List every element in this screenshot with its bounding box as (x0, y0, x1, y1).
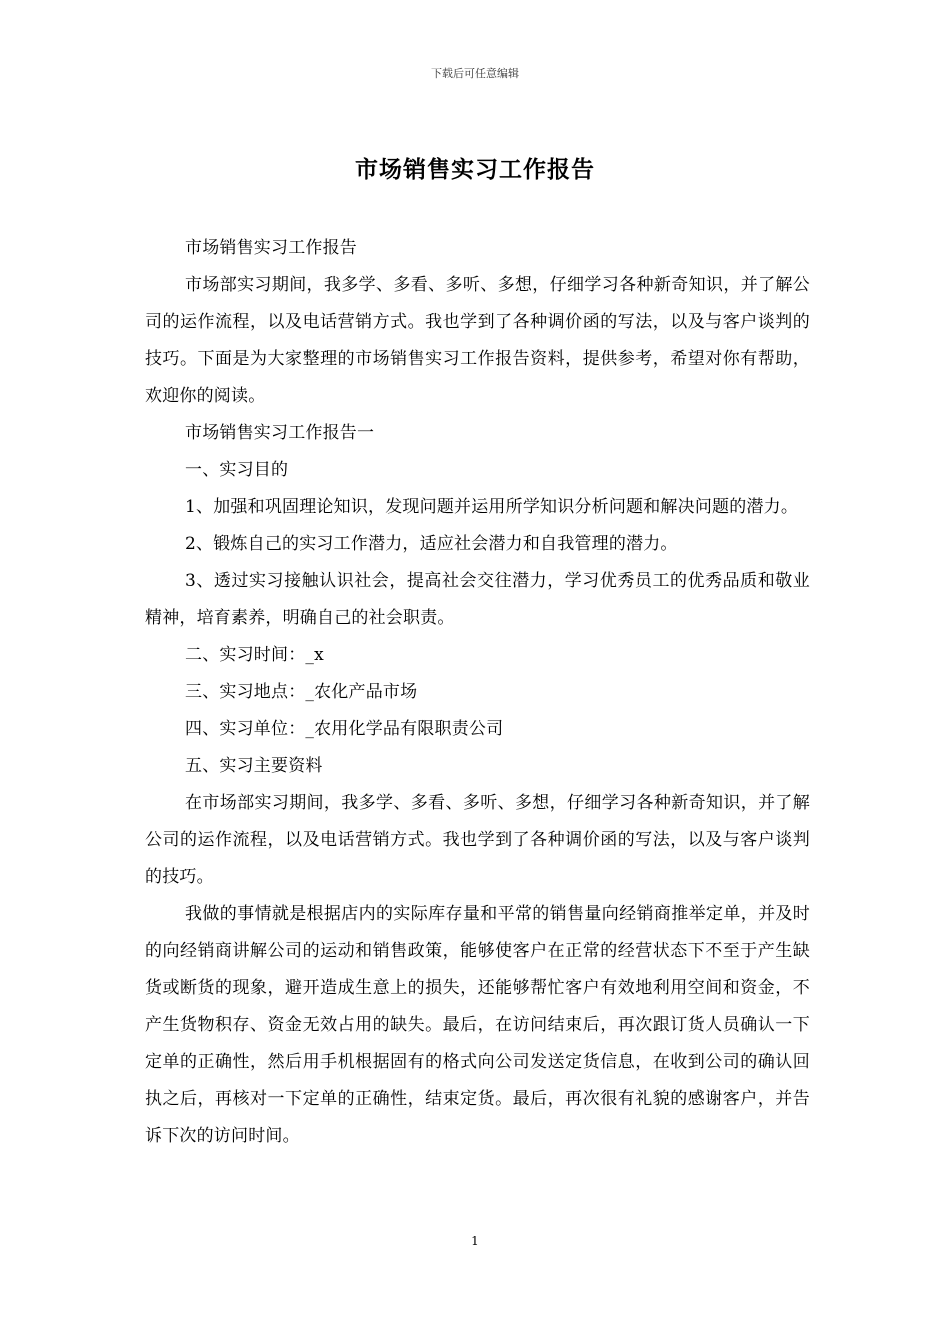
list-item-purpose-1: 1、加强和巩固理论知识，发现问题并运用所学知识分析问题和解决问题的潜力。 (185, 497, 799, 517)
list-item-purpose-3: 3、透过实习接触认识社会，提高社会交往潜力，学习优秀员工的优秀品质和敬业精神，培育素养，明确自己的社会职责。 (145, 571, 810, 628)
paragraph-report-one-heading: 市场销售实习工作报告一 (185, 423, 375, 443)
paragraph-content-2: 我做的事情就是根据店内的实际库存量和平常的销售量向经销商推举定单，并及时的向经销商讲解公司的运动和销售政策，能够使客户在正常的经营状态下不至于产生缺货或断货的现象，避开造成生意上的损失，还能够帮忙客户有效地利用空间和资金，不产生货物积存、资金无效占用的缺失。最后，在访问结束后，再次跟订货人员确认一下定单的正确性，然后用手机根据固有的格式向公司发送定货信息，在收到公司的确认回执之后，再核对一下定单的正确性，结束定货。最后，再次很有礼貌的感谢客户，并告诉下次的访问时间。 (145, 904, 810, 1146)
document-title: 市场销售实习工作报告 (355, 156, 595, 183)
section-heading-unit: 四、实习单位：_农用化学品有限职责公司 (185, 719, 504, 739)
paragraph-intro: 市场部实习期间，我多学、多看、多听、多想，仔细学习各种新奇知识，并了解公司的运作流程，以及电话营销方式。我也学到了各种调价函的写法，以及与客户谈判的技巧。下面是为大家整理的市场销售实习工作报告资料，提供参考，希望对你有帮助，欢迎你的阅读。 (145, 275, 810, 406)
section-heading-time: 二、实习时间：_x (185, 645, 324, 665)
page-number: 1 (471, 1234, 479, 1248)
section-heading-location: 三、实习地点：_农化产品市场 (185, 682, 418, 702)
list-item-purpose-2: 2、锻炼自己的实习工作潜力，适应社会潜力和自我管理的潜力。 (185, 534, 678, 554)
header-note: 下载后可任意编辑 (431, 67, 519, 80)
document-body (145, 230, 810, 1155)
paragraph-content-1: 在市场部实习期间，我多学、多看、多听、多想，仔细学习各种新奇知识，并了解公司的运作流程，以及电话营销方式。我也学到了各种调价函的写法，以及与客户谈判的技巧。 (145, 793, 810, 887)
section-heading-purpose: 一、实习目的 (185, 460, 289, 480)
section-heading-content: 五、实习主要资料 (185, 756, 323, 776)
paragraph-report-heading: 市场销售实习工作报告 (185, 238, 357, 258)
